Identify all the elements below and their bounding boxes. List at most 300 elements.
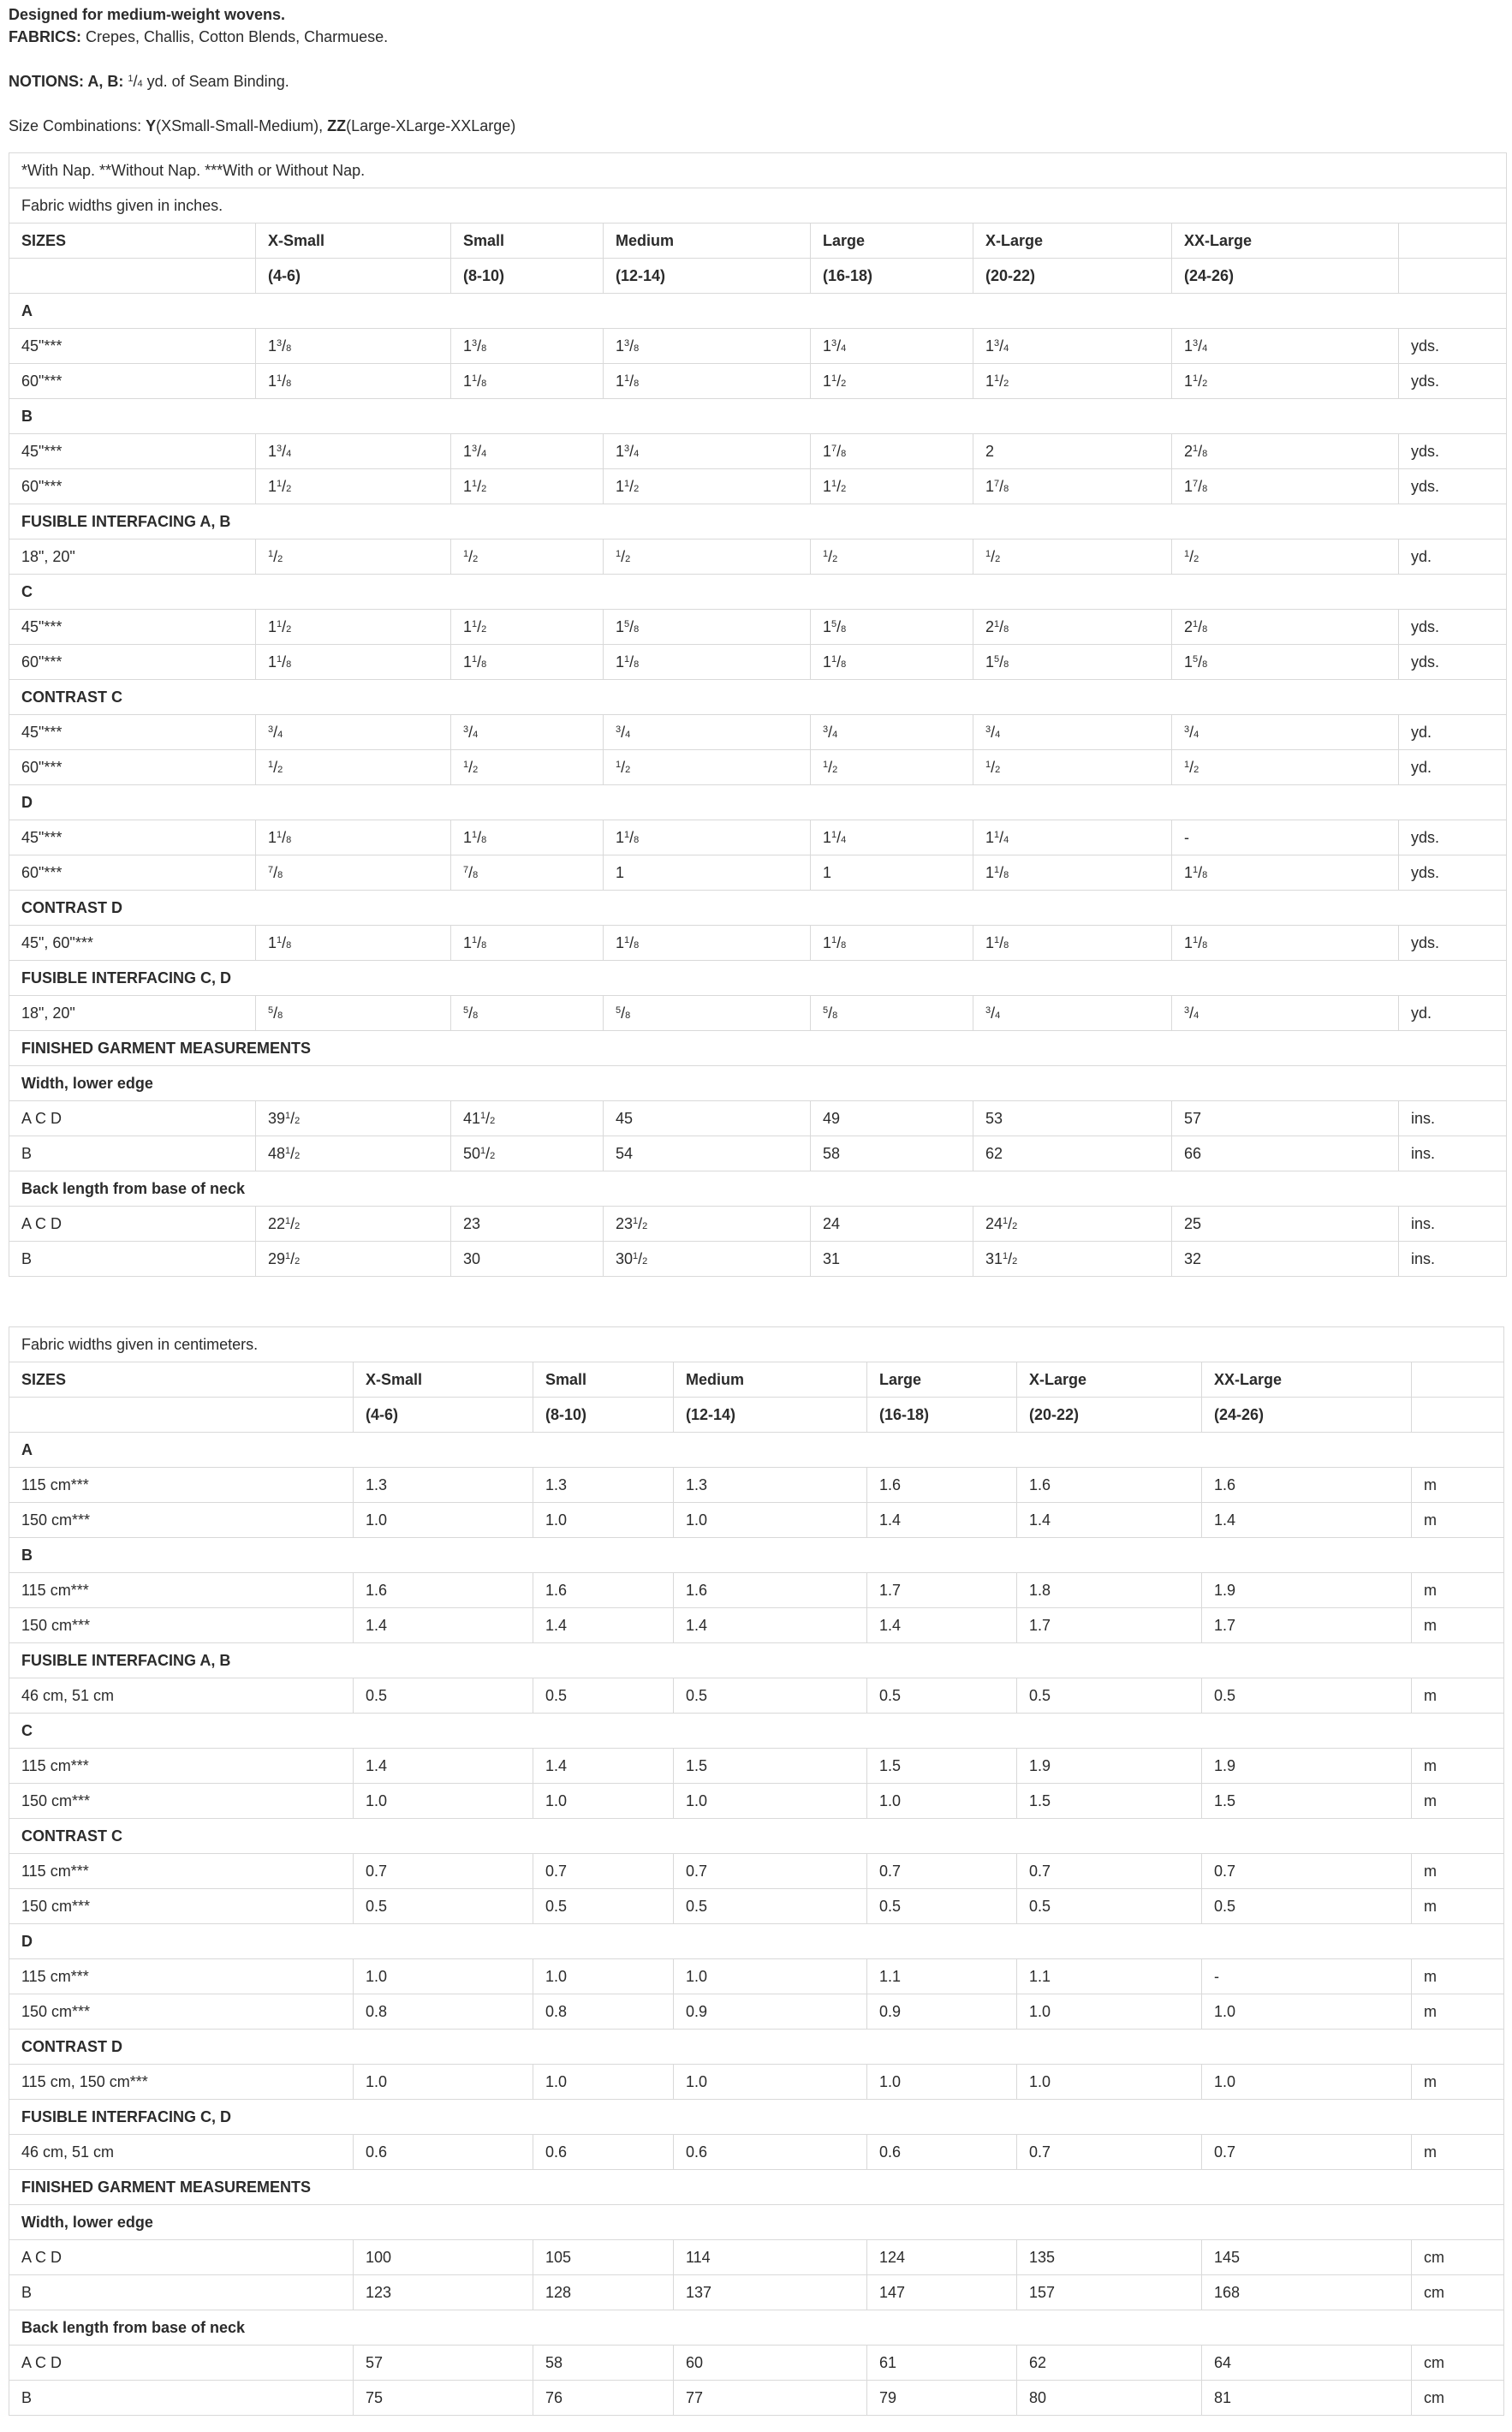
unit-cell: yds.	[1399, 434, 1507, 469]
quantity-cell: $^5$/8	[604, 996, 811, 1031]
unit-cell: m	[1412, 2135, 1504, 2170]
quantity-cell: 0.6	[533, 2135, 674, 2170]
fabric-width-label: 45", 60"***	[9, 926, 256, 961]
quantity-cell: 0.7	[1017, 1854, 1202, 1889]
unit-cell: ins.	[1399, 1136, 1507, 1171]
quantity-cell: 0.8	[354, 1994, 533, 2030]
fabric-width-label: B	[9, 2275, 354, 2310]
quantity-cell: $^1$/2	[256, 750, 451, 785]
quantity-cell: 1.0	[354, 1503, 533, 1538]
section-title: A	[9, 294, 1507, 329]
section-row	[9, 2030, 1504, 2065]
quantity-cell: 0.5	[867, 1678, 1017, 1714]
quantity-cell: 81	[1202, 2381, 1412, 2416]
quantity-cell: 24	[811, 1207, 973, 1242]
quantity-cell: 1.0	[533, 1784, 674, 1819]
quantity-cell: $1^1/8$	[256, 364, 451, 399]
quantity-cell: 1.0	[533, 2065, 674, 2100]
yardage-table-metric	[9, 1326, 1504, 2416]
quantity-cell: 0.9	[674, 1994, 867, 2030]
fabric-width-label: 45"***	[9, 329, 256, 364]
fabric-width-label: B	[9, 1242, 256, 1277]
quantity-cell: 54	[604, 1136, 811, 1171]
quantity-cell: $^1$/2	[811, 750, 973, 785]
quantity-cell: $1^5/8$	[604, 610, 811, 645]
fabric-width-label: 115 cm***	[9, 1749, 354, 1784]
sizes-header-row	[9, 224, 1507, 259]
quantity-cell: 0.7	[1202, 2135, 1412, 2170]
fabric-width-label: 115 cm***	[9, 1959, 354, 1994]
unit-cell: ins.	[1399, 1207, 1507, 1242]
quantity-cell: 1.0	[354, 1784, 533, 1819]
quantity-cell: $22^1/2$	[256, 1207, 451, 1242]
quantity-cell: $^5$/8	[451, 996, 604, 1031]
fabric-width-label: 150 cm***	[9, 1889, 354, 1924]
fabric-width-label: A C D	[9, 1207, 256, 1242]
unit-cell: yds.	[1399, 469, 1507, 504]
section-title: Back length from base of neck	[9, 2310, 1504, 2346]
quantity-cell: 145	[1202, 2240, 1412, 2275]
quantity-cell: 1.0	[1202, 1994, 1412, 2030]
quantity-cell: 25	[1172, 1207, 1399, 1242]
quantity-cell: $^1$/2	[451, 750, 604, 785]
quantity-cell: 1.4	[867, 1503, 1017, 1538]
section-row	[9, 1643, 1504, 1678]
fabric-width-label: A C D	[9, 2346, 354, 2381]
quantity-cell: 0.7	[1202, 1854, 1412, 1889]
section-row	[9, 2205, 1504, 2240]
yardage-table-imperial	[9, 152, 1507, 1277]
size-header: XX-Large	[1172, 224, 1399, 259]
quantity-cell: $1^3/8$	[451, 329, 604, 364]
fabric-width-label: A C D	[9, 2240, 354, 2275]
table-row	[9, 469, 1507, 504]
unit-cell: m	[1412, 1959, 1504, 1994]
unit-cell: cm	[1412, 2240, 1504, 2275]
quantity-cell: $^1$/2	[604, 539, 811, 575]
quantity-cell: $1^5/8$	[973, 645, 1172, 680]
quantity-cell: $^1$/2	[973, 539, 1172, 575]
section-row	[9, 1819, 1504, 1854]
size-header: Large	[811, 224, 973, 259]
quantity-cell: $^3$/4	[811, 715, 973, 750]
table-row	[9, 610, 1507, 645]
quantity-cell: $1^1/2$	[451, 610, 604, 645]
unit-cell: yd.	[1399, 715, 1507, 750]
section-title: C	[9, 575, 1507, 610]
quantity-cell: $^3$/4	[604, 715, 811, 750]
quantity-cell: $1^1/2$	[256, 610, 451, 645]
size-range: (4-6)	[354, 1398, 533, 1433]
quantity-cell: $^1$/2	[1172, 539, 1399, 575]
quantity-cell: $1^1/8$	[604, 820, 811, 855]
unit-cell: yds.	[1399, 855, 1507, 891]
size-range: (8-10)	[533, 1398, 674, 1433]
quantity-cell: $1^1/8$	[973, 926, 1172, 961]
table-row	[9, 434, 1507, 469]
quantity-cell: 0.5	[354, 1889, 533, 1924]
fabric-width-label: 115 cm***	[9, 1468, 354, 1503]
quantity-cell: $1^1/8$	[1172, 926, 1399, 961]
quantity-cell: 1	[811, 855, 973, 891]
fabric-width-label: 150 cm***	[9, 1503, 354, 1538]
quantity-cell: 1.5	[674, 1749, 867, 1784]
table-row	[9, 2240, 1504, 2275]
intro-notions: NOTIONS: A, B: $^1$/4 yd. of Seam Binding.	[9, 73, 289, 90]
quantity-cell: 0.5	[1017, 1889, 1202, 1924]
unit-cell: yd.	[1399, 539, 1507, 575]
quantity-cell: $1^1/8$	[1172, 855, 1399, 891]
section-row	[9, 2170, 1504, 2205]
fabric-width-label: 18", 20"	[9, 539, 256, 575]
nap-note: *With Nap. **Without Nap. ***With or Without Nap.	[9, 153, 1507, 188]
unit-cell: m	[1412, 1573, 1504, 1608]
table-row	[9, 820, 1507, 855]
unit-cell: ins.	[1399, 1242, 1507, 1277]
quantity-cell: 49	[811, 1101, 973, 1136]
quantity-cell: 1.5	[1017, 1784, 1202, 1819]
quantity-cell: $^1$/2	[256, 539, 451, 575]
width-note: Fabric widths given in centimeters.	[9, 1327, 1504, 1362]
unit-range-blank	[1412, 1398, 1504, 1433]
fabric-width-label: A C D	[9, 1101, 256, 1136]
quantity-cell: $^3$/4	[1172, 715, 1399, 750]
intro-designed-for: Designed for medium-weight wovens.	[9, 6, 286, 23]
quantity-cell: 147	[867, 2275, 1017, 2310]
size-range-row	[9, 259, 1507, 294]
table-row	[9, 2275, 1504, 2310]
quantity-cell: 1.4	[1202, 1503, 1412, 1538]
table-row	[9, 329, 1507, 364]
unit-cell: m	[1412, 1889, 1504, 1924]
quantity-cell: 62	[1017, 2346, 1202, 2381]
quantity-cell: 0.5	[1202, 1889, 1412, 1924]
quantity-cell: 80	[1017, 2381, 1202, 2416]
quantity-cell: $1^3/4$	[1172, 329, 1399, 364]
unit-cell: yd.	[1399, 996, 1507, 1031]
sizes-label: SIZES	[9, 224, 256, 259]
quantity-cell: 58	[533, 2346, 674, 2381]
size-range: (20-22)	[1017, 1398, 1202, 1433]
quantity-cell: 1.0	[533, 1959, 674, 1994]
size-header: Medium	[604, 224, 811, 259]
table-row	[9, 1136, 1507, 1171]
quantity-cell: $^1$/2	[811, 539, 973, 575]
fabric-width-label: 150 cm***	[9, 1608, 354, 1643]
table-row	[9, 2346, 1504, 2381]
fabric-width-label: B	[9, 1136, 256, 1171]
quantity-cell: $^5$/8	[256, 996, 451, 1031]
quantity-cell: 0.7	[533, 1854, 674, 1889]
size-range-blank	[9, 259, 256, 294]
table-row	[9, 645, 1507, 680]
quantity-cell: 1.0	[1017, 2065, 1202, 2100]
table-row	[9, 1207, 1507, 1242]
quantity-cell: $1^1/8$	[451, 820, 604, 855]
quantity-cell: 66	[1172, 1136, 1399, 1171]
quantity-cell: 1.6	[674, 1573, 867, 1608]
quantity-cell: 64	[1202, 2346, 1412, 2381]
section-row	[9, 1924, 1504, 1959]
section-title: D	[9, 785, 1507, 820]
section-title: FUSIBLE INTERFACING A, B	[9, 504, 1507, 539]
fabric-width-label: 115 cm***	[9, 1573, 354, 1608]
fabric-width-label: 60"***	[9, 364, 256, 399]
quantity-cell: 1.9	[1202, 1573, 1412, 1608]
quantity-cell: $1^1/8$	[604, 926, 811, 961]
quantity-cell: 123	[354, 2275, 533, 2310]
quantity-cell: 23	[451, 1207, 604, 1242]
fabric-width-label: 46 cm, 51 cm	[9, 2135, 354, 2170]
table-row	[9, 2135, 1504, 2170]
table-row	[9, 1573, 1504, 1608]
quantity-cell: 0.5	[1202, 1678, 1412, 1714]
quantity-cell: $1^3/4$	[811, 329, 973, 364]
size-header: X-Large	[1017, 1362, 1202, 1398]
table-row	[9, 926, 1507, 961]
quantity-cell: 1.3	[354, 1468, 533, 1503]
unit-cell: yd.	[1399, 750, 1507, 785]
quantity-cell: 0.7	[1017, 2135, 1202, 2170]
section-title: FUSIBLE INTERFACING C, D	[9, 2100, 1504, 2135]
table-row	[9, 1854, 1504, 1889]
quantity-cell: $1^1/8$	[604, 645, 811, 680]
fabric-width-label: 60"***	[9, 750, 256, 785]
unit-cell: m	[1412, 1608, 1504, 1643]
section-row	[9, 399, 1507, 434]
section-title: CONTRAST D	[9, 891, 1507, 926]
quantity-cell: $1^3/4$	[256, 434, 451, 469]
quantity-cell: 1.6	[533, 1573, 674, 1608]
quantity-cell: 0.5	[354, 1678, 533, 1714]
quantity-cell: $1^5/8$	[811, 610, 973, 645]
unit-cell: m	[1412, 1749, 1504, 1784]
size-range: (24-26)	[1172, 259, 1399, 294]
table-row	[9, 2381, 1504, 2416]
quantity-cell: $2^1/8$	[1172, 610, 1399, 645]
quantity-cell: $29^1/2$	[256, 1242, 451, 1277]
quantity-cell: 1.4	[533, 1608, 674, 1643]
quantity-cell: 79	[867, 2381, 1017, 2416]
unit-cell: m	[1412, 1994, 1504, 2030]
table-row	[9, 1994, 1504, 2030]
section-row	[9, 294, 1507, 329]
table-row	[9, 1242, 1507, 1277]
quantity-cell: $1^3/4$	[973, 329, 1172, 364]
quantity-cell: 53	[973, 1101, 1172, 1136]
quantity-cell: 1.6	[867, 1468, 1017, 1503]
size-range: (4-6)	[256, 259, 451, 294]
quantity-cell: $1^1/8$	[604, 364, 811, 399]
section-row	[9, 1171, 1507, 1207]
quantity-cell: 60	[674, 2346, 867, 2381]
quantity-cell: $^1$/2	[1172, 750, 1399, 785]
quantity-cell: $1^1/8$	[256, 926, 451, 961]
quantity-cell: $1^7/8$	[811, 434, 973, 469]
quantity-cell: 76	[533, 2381, 674, 2416]
quantity-cell: 1.7	[1017, 1608, 1202, 1643]
quantity-cell: $^1$/2	[451, 539, 604, 575]
size-header: XX-Large	[1202, 1362, 1412, 1398]
quantity-cell: $39^1/2$	[256, 1101, 451, 1136]
fabric-width-label: 150 cm***	[9, 1784, 354, 1819]
unit-cell: cm	[1412, 2275, 1504, 2310]
quantity-cell: 1.0	[674, 2065, 867, 2100]
fabric-width-label: B	[9, 2381, 354, 2416]
quantity-cell: $^7$/8	[451, 855, 604, 891]
quantity-cell: $1^1/4$	[811, 820, 973, 855]
section-row	[9, 1714, 1504, 1749]
section-title: Width, lower edge	[9, 2205, 1504, 2240]
size-range-row	[9, 1398, 1504, 1433]
quantity-cell: 75	[354, 2381, 533, 2416]
quantity-cell: 1.9	[1017, 1749, 1202, 1784]
unit-header-blank	[1399, 224, 1507, 259]
quantity-cell: 128	[533, 2275, 674, 2310]
quantity-cell: $41^1/2$	[451, 1101, 604, 1136]
quantity-cell: 1.0	[533, 1503, 674, 1538]
quantity-cell: $1^1/8$	[451, 364, 604, 399]
fabric-width-label: 150 cm***	[9, 1994, 354, 2030]
quantity-cell: 0.5	[533, 1678, 674, 1714]
quantity-cell: $1^1/4$	[973, 820, 1172, 855]
quantity-cell: 124	[867, 2240, 1017, 2275]
quantity-cell: 62	[973, 1136, 1172, 1171]
table-row	[9, 750, 1507, 785]
unit-range-blank	[1399, 259, 1507, 294]
quantity-cell: 0.7	[354, 1854, 533, 1889]
size-header: Large	[867, 1362, 1017, 1398]
quantity-cell: 1.4	[1017, 1503, 1202, 1538]
table-row	[9, 1678, 1504, 1714]
sizes-label: SIZES	[9, 1362, 354, 1398]
quantity-cell: $1^1/2$	[811, 364, 973, 399]
fabric-width-label: 45"***	[9, 610, 256, 645]
quantity-cell: $1^1/8$	[256, 645, 451, 680]
quantity-cell: -	[1202, 1959, 1412, 1994]
quantity-cell: $^5$/8	[811, 996, 973, 1031]
quantity-cell: 1.3	[533, 1468, 674, 1503]
quantity-cell: 0.5	[867, 1889, 1017, 1924]
table-row	[9, 996, 1507, 1031]
fabric-width-label: 18", 20"	[9, 996, 256, 1031]
intro-fabrics: FABRICS: Crepes, Challis, Cotton Blends, Charmuese.	[9, 28, 389, 45]
section-title: D	[9, 1924, 1504, 1959]
table-row	[9, 1959, 1504, 1994]
section-title: CONTRAST D	[9, 2030, 1504, 2065]
quantity-cell: 105	[533, 2240, 674, 2275]
section-row	[9, 575, 1507, 610]
section-title: C	[9, 1714, 1504, 1749]
quantity-cell: 32	[1172, 1242, 1399, 1277]
section-row	[9, 1433, 1504, 1468]
quantity-cell: $23^1/2$	[604, 1207, 811, 1242]
quantity-cell: $24^1/2$	[973, 1207, 1172, 1242]
table-row	[9, 715, 1507, 750]
section-row	[9, 2310, 1504, 2346]
quantity-cell: 0.6	[867, 2135, 1017, 2170]
quantity-cell: 100	[354, 2240, 533, 2275]
quantity-cell: 0.5	[1017, 1678, 1202, 1714]
unit-cell: cm	[1412, 2381, 1504, 2416]
unit-header-blank	[1412, 1362, 1504, 1398]
quantity-cell: $1^1/2$	[604, 469, 811, 504]
quantity-cell: 0.6	[674, 2135, 867, 2170]
quantity-cell: 1.3	[674, 1468, 867, 1503]
size-range: (12-14)	[604, 259, 811, 294]
quantity-cell: 0.5	[533, 1889, 674, 1924]
fabric-width-label: 60"***	[9, 855, 256, 891]
section-title: FINISHED GARMENT MEASUREMENTS	[9, 1031, 1507, 1066]
quantity-cell: $1^1/8$	[451, 645, 604, 680]
section-row	[9, 504, 1507, 539]
quantity-cell: 1.5	[867, 1749, 1017, 1784]
fabric-width-label: 115 cm, 150 cm***	[9, 2065, 354, 2100]
table-row	[9, 2065, 1504, 2100]
quantity-cell: 1.9	[1202, 1749, 1412, 1784]
quantity-cell: $^3$/4	[973, 996, 1172, 1031]
section-row	[9, 1538, 1504, 1573]
unit-cell: cm	[1412, 2346, 1504, 2381]
quantity-cell: 1.0	[354, 2065, 533, 2100]
quantity-cell: 31	[811, 1242, 973, 1277]
table-row	[9, 1101, 1507, 1136]
quantity-cell: $^1$/2	[973, 750, 1172, 785]
quantity-cell: 1.4	[354, 1749, 533, 1784]
quantity-cell: 0.5	[674, 1889, 867, 1924]
quantity-cell: $1^7/8$	[1172, 469, 1399, 504]
quantity-cell: -	[1172, 820, 1399, 855]
quantity-cell: 1.0	[867, 1784, 1017, 1819]
fabric-width-label: 115 cm***	[9, 1854, 354, 1889]
width-note: Fabric widths given in inches.	[9, 188, 1507, 224]
quantity-cell: 0.6	[354, 2135, 533, 2170]
quantity-cell: 1.4	[867, 1608, 1017, 1643]
unit-cell: m	[1412, 1468, 1504, 1503]
quantity-cell: 1.4	[354, 1608, 533, 1643]
quantity-cell: 1.6	[1202, 1468, 1412, 1503]
quantity-cell: $1^3/8$	[604, 329, 811, 364]
quantity-cell: $1^1/8$	[973, 855, 1172, 891]
quantity-cell: 1.4	[533, 1749, 674, 1784]
table-row	[9, 1468, 1504, 1503]
quantity-cell: 1.6	[354, 1573, 533, 1608]
intro-size-combinations: Size Combinations: Y(XSmall-Small-Medium), ZZ(Large-XLarge-XXLarge)	[9, 117, 516, 134]
quantity-cell: 157	[1017, 2275, 1202, 2310]
quantity-cell: $1^1/8$	[451, 926, 604, 961]
table-row	[9, 1749, 1504, 1784]
section-title: FINISHED GARMENT MEASUREMENTS	[9, 2170, 1504, 2205]
quantity-cell: 1.5	[1202, 1784, 1412, 1819]
quantity-cell: 57	[1172, 1101, 1399, 1136]
quantity-cell: $1^3/4$	[604, 434, 811, 469]
unit-cell: yds.	[1399, 926, 1507, 961]
quantity-cell: $1^1/2$	[1172, 364, 1399, 399]
section-row	[9, 1066, 1507, 1101]
quantity-cell: 1	[604, 855, 811, 891]
unit-cell: yds.	[1399, 610, 1507, 645]
section-row	[9, 891, 1507, 926]
unit-cell: m	[1412, 1503, 1504, 1538]
size-header: X-Large	[973, 224, 1172, 259]
section-row	[9, 680, 1507, 715]
table-row	[9, 1608, 1504, 1643]
size-range: (20-22)	[973, 259, 1172, 294]
quantity-cell: 1.1	[867, 1959, 1017, 1994]
fabric-width-label: 45"***	[9, 434, 256, 469]
section-title: B	[9, 399, 1507, 434]
quantity-cell: 0.7	[867, 1854, 1017, 1889]
